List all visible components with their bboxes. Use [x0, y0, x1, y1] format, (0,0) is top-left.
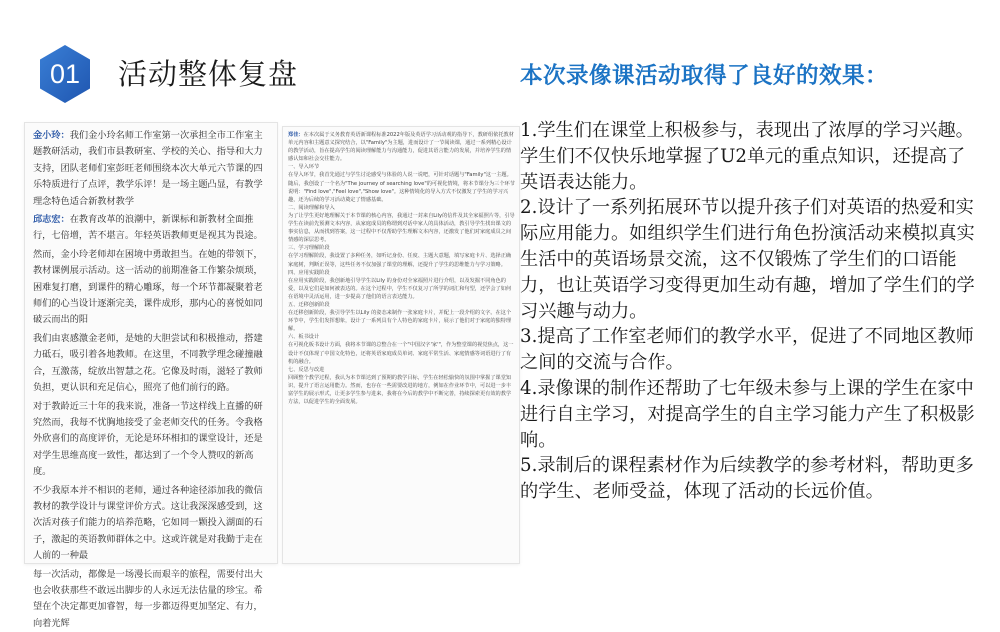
doc-paragraph [25, 483, 277, 565]
summary-point: 3.提高了工作室老师们的教学水平，促进了不同地区教师之间的交流与合作。 [520, 326, 974, 374]
doc-paragraph [25, 123, 277, 210]
doc-paragraph [283, 309, 519, 333]
doc-paragraph [283, 277, 519, 301]
doc-text: 三、学习理解阶段 [288, 245, 330, 252]
doc-paragraph [25, 399, 277, 481]
doc-text: 二、阅读理解和导入 [288, 204, 335, 211]
doc-text: 四、应用实践阶段 [288, 269, 330, 276]
section-number: 01 [49, 59, 81, 89]
doc-speaker: 邱志宏： [33, 214, 70, 226]
doc-text: 为了让学生更好地理解关于本节课的核心内容，我通过一封来自Lily的信件及其全家福照片等，引导学生在读前先预测文本内容，从家庭成员的称谓到对话中家人的具体活动，教引导学生找出课文的事实信息，从而找到答案，这一过程中不仅帮助学生理解文本内容，还激发了他们对家庭成员之间情感的深层思考。 [288, 212, 515, 244]
doc-text: 每一次活动，都像是一场漫长而艰辛的旅程，需要付出大也会收获那些不敢远出脚步的人永远无法估量的珍宝。希望在个决定都更加睿智，每一步都迈得更加坚定、有力，向着光辉 [33, 568, 263, 629]
doc-paragraph [283, 171, 519, 203]
document-thumbnail-left [24, 122, 278, 629]
doc-paragraph [25, 567, 277, 632]
doc-paragraph [283, 212, 519, 244]
doc-text: 在可视化板书设计方面，我将本节课的总整合在一个"中国汉字'家'"，作为整堂课的视觉焦点，这一设计不仅体现了中国文化特色，还将英语家庭成员单词、家庭平常生活、家庭情感等词语进行了有机的融合。 [288, 342, 514, 365]
doc-paragraph [283, 204, 519, 212]
doc-text: 我们金小玲名师工作室第一次承担全市工作室主题教研活动，我们市县教研室、学校的关心、指导和大力支持，团队老师们室彭旺老师围绕本次大单元六节课的四乐特质进行了点评，教学乐评！是一场主题凸显，有教学理念特色适合新教材教学 [33, 130, 263, 207]
doc-paragraph [283, 163, 519, 171]
summary-point: 1.学生们在课堂上积极参与，表现出了浓厚的学习兴趣。学生们不仅快乐地掌握了U2单元的重点知识，还提高了英语表达能力。 [520, 120, 974, 193]
summary-heading: 本次录像课活动取得了良好的效果： [520, 63, 889, 89]
doc-text: 五、迁移创新阶段 [288, 301, 330, 308]
doc-text: 六、板书设计 [288, 334, 320, 341]
doc-paragraph [283, 269, 519, 277]
doc-speaker: 郑佳： [288, 132, 304, 138]
doc-text: 对于教龄近三十年的我来说，准备一节这样线上直播的研究然而，我每不忧胸地接受了金老师交代的任务。令我格外欣喜们的高度评价，无论是环环相扣的课堂设计，还是对学生思维高度一致性，都达到了一个令人赞叹的新高度。 [33, 400, 263, 478]
doc-text: 在学习理解阶段，我设置了多种任务，如听记身份、任度、主题大意题，填写家庭卡片、选择正确家庭树，判断正误等，这些任务不仅加强了课堂的理解，还提升了学生的思维能力与学习策略。 [288, 253, 512, 268]
document-thumbnail-right [282, 126, 520, 564]
doc-text: 然而，金小玲老师却在困境中勇敢担当。在她的带领下，教材课例展示活动。这一活动的前期准备工作繁杂烦琐，困难复打磨，到课件的精心雕琢，每一个环节都凝聚着老师们的心当设计逐渐完美，课件成形，那内心的喜悦如同破云而出的阳 [33, 248, 263, 326]
doc-text: 在迁移创新阶段，我引导学生以Lily 的姿态来制作一张家庭卡片，并配上一段介绍的文字。在这个环节中，学生们发挥想象，设计了一系列具有个人特色的家庭卡片，展示了他们对于家庭的独特理解。 [288, 310, 512, 333]
doc-text: 我们由衷感激金老师，是她的大胆尝试和积极推动，搭建力砥石，吸引着各地教师。在这里，不同教学理念碰撞融合，互激荡，绽放出智慧之花。它像及时雨，滋轻了教师负担，更认识和充足信心，照亮了他们前行的路。 [33, 332, 263, 394]
doc-text: 在本次属于义务教育英语新课程标准2022年版及英语学习活动观的指导下，教研组依托教材单元内容和主题意义探究结合，以"Family"为主题，进而设计了一节阅读课，通过一系列精心设计的教学活动，旨在提高学生的阅读理解能力与沟通能力，促进其语言能力的发展，并培养学生的情感认知和社会交往能力。 [288, 132, 514, 163]
doc-text: 不少我原本并不相识的老师，通过各种途径添加我的微信教材的教学设计与课堂评价方式。这让我深深感受到，这次活对孩子们能力的培养范略，它如同一颗投入湖面的石子，激起的英语教师群体之中。这或许就是对我勤于走在人前的一种最 [33, 484, 263, 562]
doc-paragraph [25, 247, 277, 329]
doc-paragraph [283, 374, 519, 406]
doc-paragraph [25, 331, 277, 397]
doc-paragraph [283, 127, 519, 163]
doc-text: 回顾整个教学过程，我认为本节课达到了预期的教学目标，学生在轻松愉快的氛围中掌握了课堂知识，提升了语言运用能力。然而，也存在一些需要改进的地方，例如在作业环节中，可以进一步丰富学生的展示形式，让更多学生参与进来，我将在今后的教学中不断完善，持续探索更有效的教学方法，以促进学生的全面发展。 [288, 374, 512, 406]
summary-points [520, 118, 980, 505]
doc-text: 在教育改革的浪潮中，新课标和新教材全面推行，七倍增，苦不堪言。年轻英语教师更是视其为畏途。 [33, 214, 263, 242]
doc-paragraph [283, 301, 519, 309]
doc-text: 在导入环节，我首先通过与学生讨论感受与体验的人说一说吧，可针对话题与"Family"这一主题。随后，我创设了一个名为"The journey of searching love"的可视化情境，将本节课分为三个环节说明："Find love","Feel love","Show love"。这种情境化的导入方式不仅激发了学生的学习兴趣，还为后续的学习活动奠定了情感基础。 [288, 172, 515, 203]
doc-text: 七、反思与改进 [288, 366, 325, 373]
summary-point: 4.录像课的制作还帮助了七年级未参与上课的学生在家中进行自主学习，对提高学生的自主学习能力产生了积极影响。 [520, 377, 975, 451]
doc-paragraph [283, 341, 519, 365]
doc-paragraph [283, 252, 519, 268]
doc-paragraph [283, 333, 519, 341]
section-number-hexagon [34, 43, 96, 105]
summary-point: 2.设计了一系列拓展环节以提升孩子们对英语的热爱和实际应用能力。如组织学生们进行角色扮演活动来模拟真实生活中的英语场景交流，这不仅锻炼了学生们的口语能力，也让英语学习变得更加生动有趣，增加了学生们的学习兴趣与动力。 [520, 197, 975, 322]
doc-paragraph [25, 212, 277, 245]
doc-paragraph [283, 366, 519, 374]
doc-speaker: 金小玲： [33, 130, 70, 141]
slide-title: 活动整体复盘 [118, 57, 299, 91]
doc-text: 一、导入环节 [288, 164, 320, 171]
summary-point: 5.录制后的课程素材作为后续教学的参考材料，帮助更多的学生、老师受益，体现了活动的长远价值。 [520, 455, 974, 503]
doc-paragraph [283, 244, 519, 252]
doc-text: 在应用实践阶段，我创新地引导学生以Lily 的身份对全家福照片进行介绍，以及发掘不同角色的爱，以及它们是如何被表达的。在这个过程中，学生不仅复习了所学的词汇和句型，还学会了如何在语境中灵活运用，进一步提高了他们的语言表达能力。 [288, 277, 512, 300]
